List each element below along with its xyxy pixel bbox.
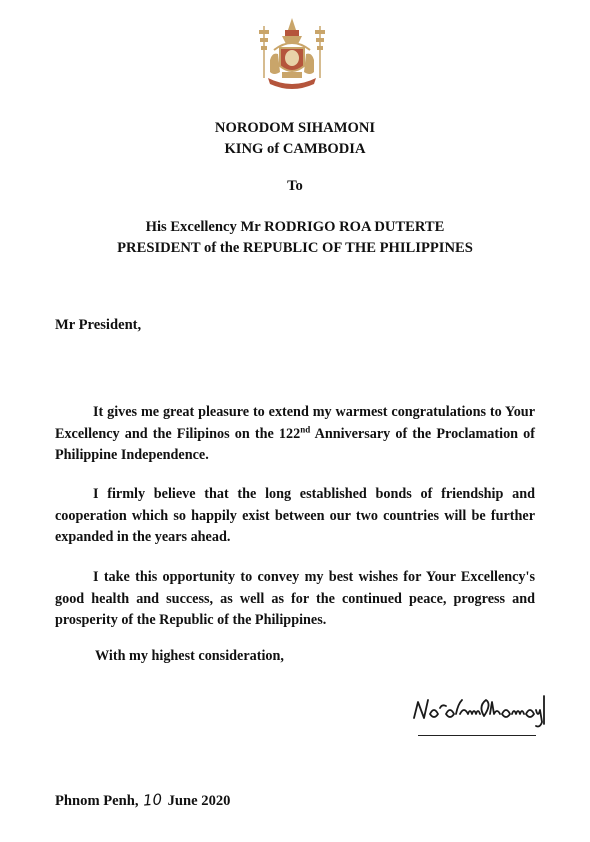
p1-text-end: Anniversary of the Proclamation of Philippine Independence.: [55, 425, 536, 463]
sender-name: NORODOM SIHAMONI: [214, 120, 376, 136]
sender-block: [0, 118, 590, 160]
recipient-title: PRESIDENT of the REPUBLIC OF THE PHILIPPINES: [117, 240, 473, 256]
paragraph-congratulations: [55, 402, 535, 467]
closing-line: With my highest consideration,: [95, 648, 284, 664]
p1-ordinal-suffix: nd: [300, 423, 311, 434]
salutation: Mr President,: [55, 317, 142, 333]
p2-text: I firmly believe that the long established bonds of friendship and cooperation which so happily exist between our two countries will be further expanded in the years ahead.: [55, 486, 535, 545]
p3-text: I take this opportunity to convey my best wishes for Your Excellency's good health and success, as well as for the continued peace, progress and prosperity of the Republic of the Philippines.: [55, 569, 535, 628]
signature-line: [418, 735, 536, 736]
paragraph-wishes: [55, 567, 535, 632]
to-label: To: [287, 178, 303, 194]
recipient-block: [0, 217, 590, 259]
place-date: [55, 791, 230, 810]
royal-crest-icon: [252, 16, 332, 96]
paragraph-friendship: [55, 484, 535, 549]
recipient-name: His Excellency Mr RODRIGO ROA DUTERTE: [145, 219, 445, 235]
month-year: June 2020: [167, 793, 231, 809]
handwritten-day: 10: [141, 790, 163, 810]
p1-text-start: It gives me great pleasure to extend my warmest congratulations to Your Excellency and the Filipinos on the 122: [55, 404, 535, 442]
place-name: Phnom Penh,: [55, 793, 139, 809]
sender-title: KING of CAMBODIA: [224, 141, 366, 157]
handwritten-signature: [410, 684, 550, 730]
